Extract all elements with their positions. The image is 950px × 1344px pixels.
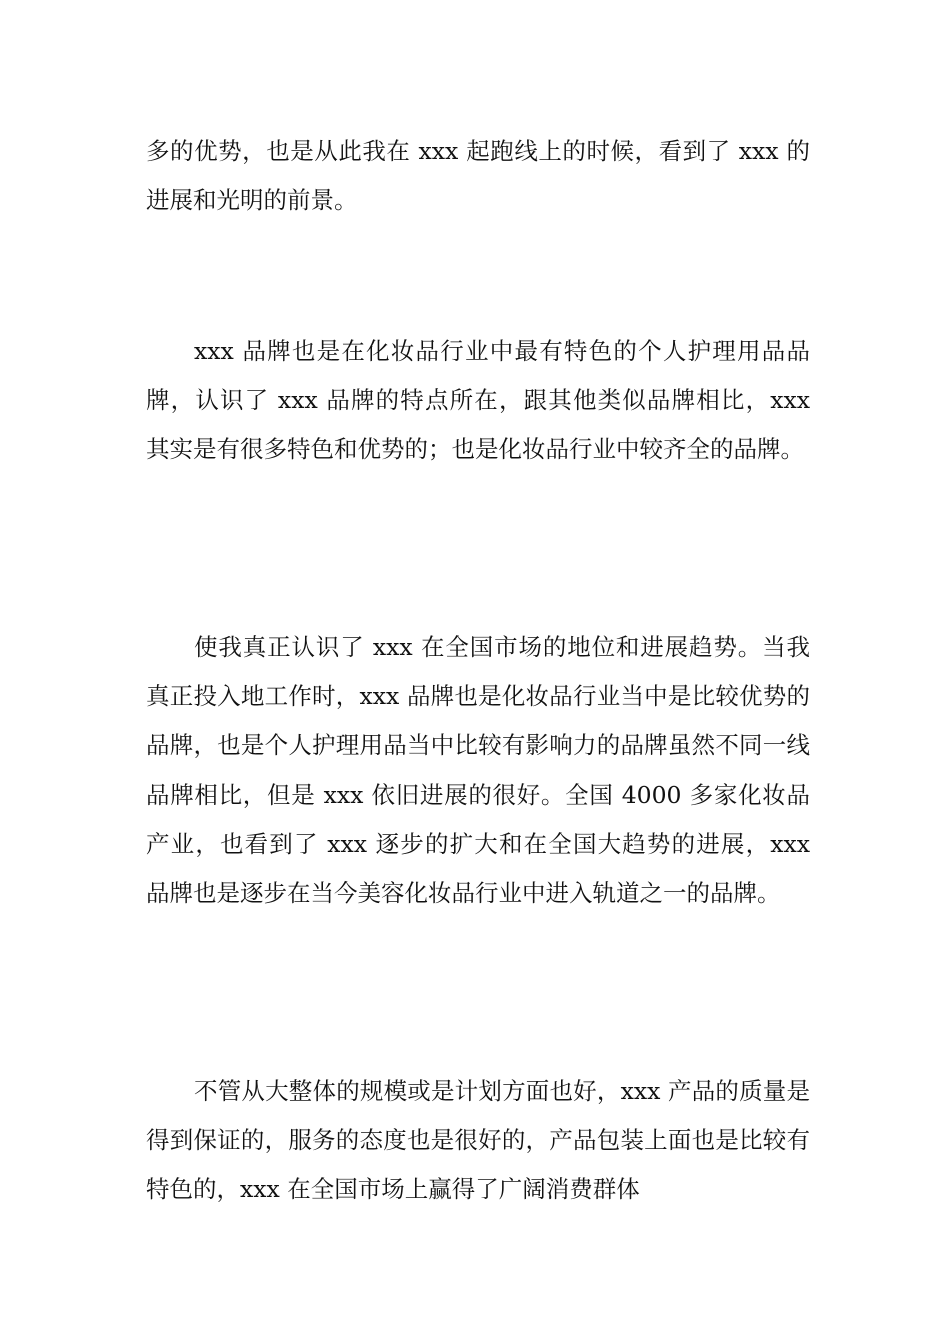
paragraph-brand-features: xxx 品牌也是在化妆品行业中最有特色的个人护理用品品牌，认识了 xxx 品牌的特点所在，跟其他类似品牌相比，xxx 其实是有很多特色和优势的；也是化妆品行业中较齐全的品牌。 <box>146 337 810 464</box>
paragraph-product-quality: 不管从大整体的规模或是计划方面也好，xxx 产品的质量是得到保证的，服务的态度也是很好的，产品包装上面也是比较有特色的，xxx 在全国市场上赢得了广阔消费群体 <box>146 1077 810 1204</box>
paragraph-market-position: 使我真正认识了 xxx 在全国市场的地位和进展趋势。当我真正投入地工作时，xxx 品牌也是化妆品行业当中是比较优势的品牌，也是个人护理用品当中比较有影响力的品牌虽然不同一线品牌相比，但是 xxx 依旧进展的很好。全国 4000 多家化妆品产业，也看到了 xxx 逐步的扩大和在全国大趋势的进展，xxx 品牌也是逐步在当今美容化妆品行业中进入轨道之一的品牌。 <box>146 633 810 908</box>
paragraph-continuation: 多的优势，也是从此我在 xxx 起跑线上的时候，看到了 xxx 的进展和光明的前景。 <box>146 137 810 215</box>
